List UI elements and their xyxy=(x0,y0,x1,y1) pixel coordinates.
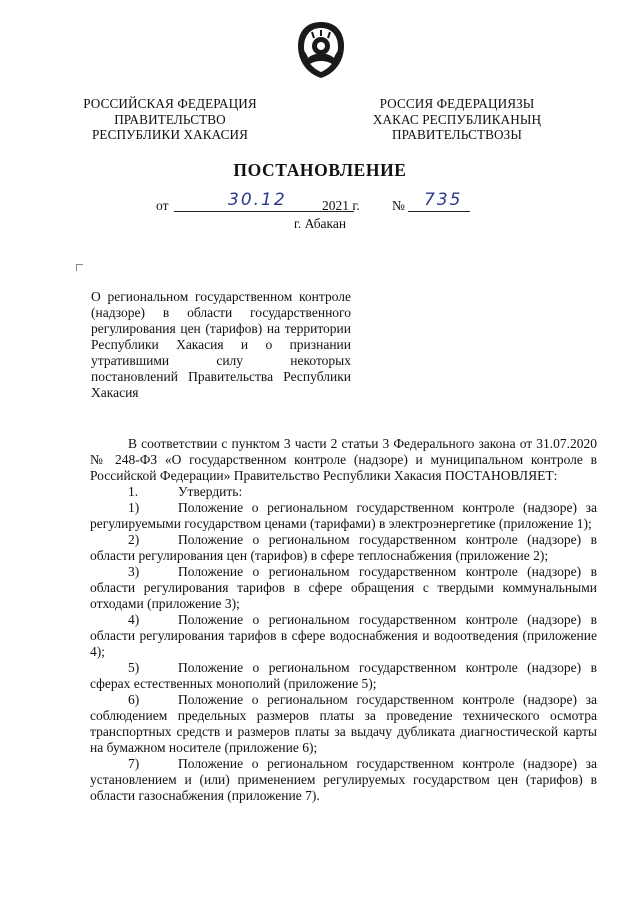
list-item xyxy=(90,612,597,660)
handwritten-date: 30.12 xyxy=(228,190,287,210)
preamble: В соответствии с пунктом 3 части 2 статьи 3 Федерального закона от 31.07.2020 № 248-ФЗ «О государственном контроле (надзоре) и муниципальном контроле в Российской Федерации» Правительство Республики Хакасия ПОСТАНОВЛЯЕТ: xyxy=(90,436,597,483)
header-left xyxy=(70,96,270,143)
item-text: Положение о региональном государственном контроле (надзоре) в области регулирования тарифов в сфере обращения с твердыми коммунальными отходами (приложение 3); xyxy=(90,564,597,611)
document-body xyxy=(90,436,597,804)
number-underline xyxy=(408,211,470,212)
item-number: 5) xyxy=(128,660,140,675)
item-number: 1) xyxy=(128,500,140,515)
item-text: Положение о региональном государственном контроле (надзоре) в области регулирования тарифов в сфере водоснабжения и водоотведения (приложение 4); xyxy=(90,612,597,659)
clause-number: 1. xyxy=(128,484,139,499)
document-subject: О региональном государственном контроле (надзоре) в области государственного регулирования цен (тарифов) на территории Республики Хакасия и о признании утратившими силу некоторых постановлений Правительства Республики Хакасия xyxy=(91,289,351,400)
year-label: 2021 г. xyxy=(322,198,360,213)
header-left-line: ПРАВИТЕЛЬСТВО xyxy=(114,111,226,127)
approve-clause xyxy=(90,484,597,500)
coat-of-arms-icon xyxy=(294,20,348,80)
list-item xyxy=(90,532,597,564)
item-text: Положение о региональном государственном контроле (надзоре) в области регулирования цен (тарифов) в сфере теплоснабжения (приложение 2); xyxy=(90,532,597,563)
list-item xyxy=(90,756,597,804)
list-item xyxy=(90,692,597,756)
from-label: от xyxy=(156,198,169,213)
date-number-line xyxy=(140,190,500,216)
item-text: Положение о региональном государственном контроле (надзоре) за соблюдением предельных размеров платы за проведение технического осмотра транспортных средств и размеров платы за выдачу дубликата диагностической карты на бумажном носителе (приложение 6); xyxy=(90,692,597,755)
corner-mark xyxy=(76,264,83,271)
handwritten-number: 735 xyxy=(424,190,463,210)
item-number: 4) xyxy=(128,612,140,627)
number-label: № xyxy=(392,198,405,213)
header-right-line: РОССИЯ ФЕДЕРАЦИЯЗЫ xyxy=(379,96,535,111)
clause-text: Утвердить: xyxy=(178,484,243,499)
item-number: 7) xyxy=(128,756,140,771)
document-title: ПОСТАНОВЛЕНИЕ xyxy=(233,160,407,180)
header-right-line: ПРАВИТЕЛЬСТВОЗЫ xyxy=(392,127,522,142)
item-text: Положение о региональном государственном контроле (надзоре) за установлением и (или) применением регулируемых государством цен (тарифов) в области газоснабжения (приложение 7). xyxy=(90,756,597,803)
item-text: Положение о региональном государственном контроле (надзоре) в сферах естественных монополий (приложение 5); xyxy=(90,660,597,691)
list-item xyxy=(90,660,597,692)
header-right xyxy=(352,96,562,143)
list-item xyxy=(90,564,597,612)
header-left-line: РЕСПУБЛИКИ ХАКАСИЯ xyxy=(92,127,248,142)
list-item xyxy=(90,500,597,532)
header-left-line: РОССИЙСКАЯ ФЕДЕРАЦИЯ xyxy=(83,96,257,111)
item-text: Положение о региональном государственном контроле (надзоре) за регулируемыми государством ценами (тарифами) в электроэнергетике (приложение 1); xyxy=(90,500,597,531)
item-number: 2) xyxy=(128,532,140,547)
item-number: 6) xyxy=(128,692,140,707)
item-number: 3) xyxy=(128,564,140,579)
city: г. Абакан xyxy=(293,216,347,231)
header-right-line: ХАКАС РЕСПУБЛИКАНЫҢ xyxy=(372,111,542,127)
